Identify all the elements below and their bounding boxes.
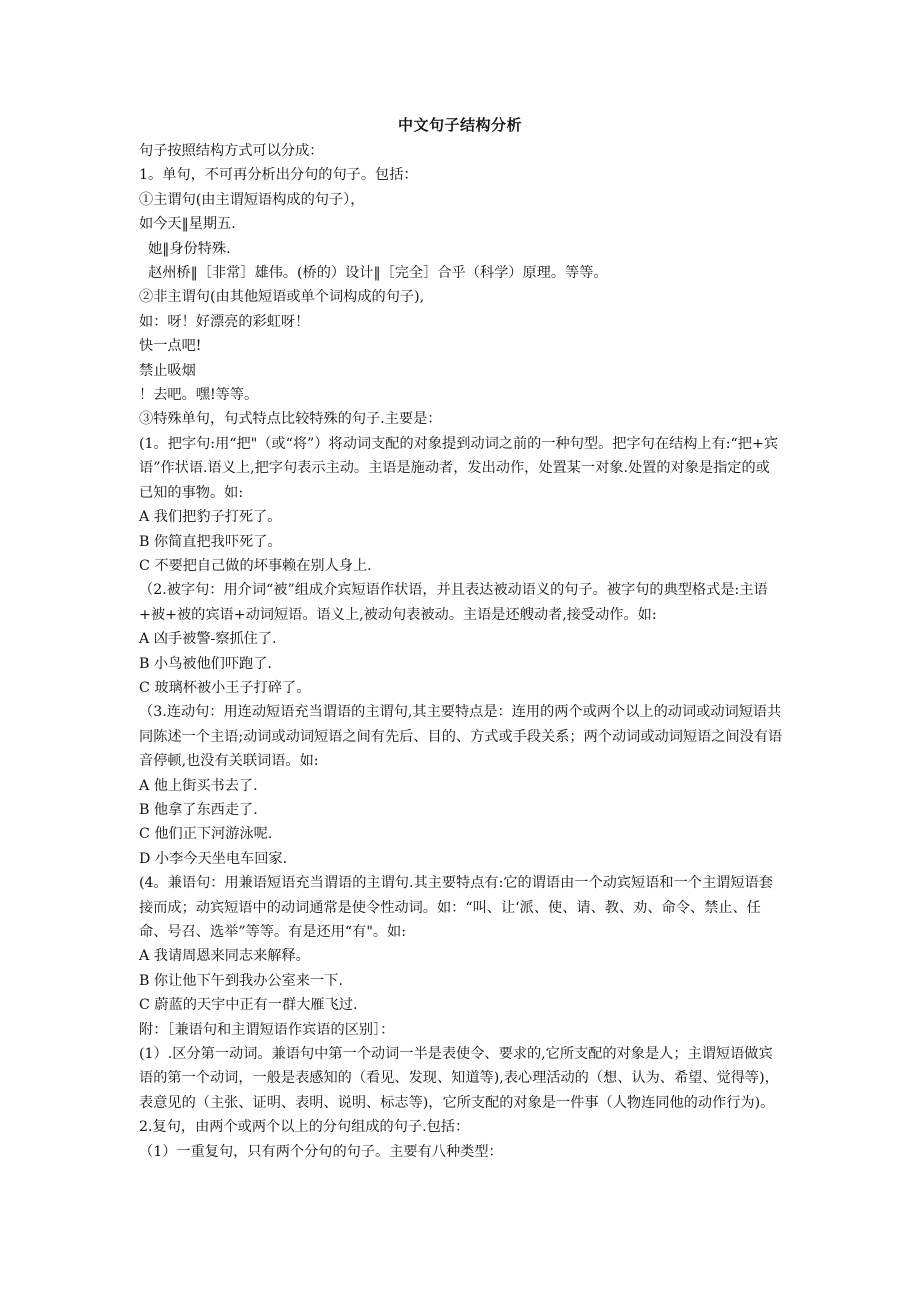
paragraph: C 蔚蓝的天宇中正有一群大雁飞过. <box>139 997 358 1014</box>
paragraph: （2.被字句：用介词“被”组成介宾短语作状语，并且表达被动语义的句子。被字句的典型格式是:主语+被+被的宾语+动词短语。语义上,被动句表被动。主语是还艘动者,接受动作。如: <box>139 582 768 623</box>
paragraph: 附：［兼语句和主谓短语作宾语的区别］： <box>139 1021 395 1038</box>
document-body <box>139 139 783 1164</box>
paragraph: ②非主谓句(由其他短语或单个词构成的句子), <box>139 289 425 306</box>
paragraph: 句子按照结构方式可以分成： <box>139 143 324 159</box>
paragraph: 赵州桥‖［非常］雄伟。(桥的）设计‖［完全］合乎（科学）原理。等等。 <box>139 265 608 282</box>
paragraph: ①主谓句(由主谓短语构成的句子）， <box>139 191 365 208</box>
paragraph: （3.连动句：用连动短语充当谓语的主谓句,其主要特点是：连用的两个或两个以上的动词或动词短语共同陈述一个主语;动词或动词短语之间有先后、目的、方式或手段关系；两个动词或动词短语之间没有语音停顿,也没有关联词语。如: <box>139 704 783 770</box>
paragraph: A 凶手被警-察抓住了. <box>139 631 277 648</box>
document-title: 中文句子结构分析 <box>397 116 522 134</box>
paragraph: 1。单句，不可再分析出分句的句子。包括： <box>139 167 418 184</box>
paragraph: B 你让他下午到我办公室来一下. <box>139 972 343 989</box>
paragraph: (1）.区分第一动词。兼语句中第一个动词一半是表使令、要求的,它所支配的对象是人；主谓短语做宾语的第一个动词，一般是表感知的（看见、发现、知道等),表心理活动的（想、认为、希望、觉得等)，表意见的（主张、证明、表明、说明、标志等)，它所支配的对象是一件事（人物连同他的动作行为)。 <box>139 1046 779 1111</box>
paragraph: （1）一重复句，只有两个分句的句子。主要有八种类型： <box>139 1143 503 1160</box>
paragraph: C 不要把自己做的坏事赖在别人身上. <box>139 557 372 574</box>
paragraph: A 我们把豹子打死了。 <box>139 509 282 526</box>
paragraph: A 我请周恩来同志来解释。 <box>139 948 310 965</box>
paragraph: C 他们正下河游泳呢. <box>139 826 273 843</box>
paragraph: ③特殊单句，句式特点比较特殊的句子.主要是： <box>139 411 442 428</box>
paragraph: (1。把字句:用“把"（或“将”）将动词支配的对象提到动词之前的一种句型。把字句在结构上有:“把+宾语”作状语.语义上,把字句表示主动。主语是施动者，发出动作，处置某一对象.处置的对象是指定的或已知的事物。如: <box>139 435 779 501</box>
paragraph: B 他拿了东西走了. <box>139 801 258 818</box>
paragraph: 快一点吧! <box>139 338 202 355</box>
paragraph: (4。兼语句：用兼语短语充当谓语的主谓句.其主要特点有:它的谓语由一个动宾短语和一个主谓短语套接而成；动宾短语中的动词通常是使令性动词。如：“叫、让‘派、使、请、教、劝、命令、禁止、任命、号召、选举”等等。有是还用“有"。如: <box>139 875 773 940</box>
paragraph: A 他上街买书去了. <box>139 777 258 794</box>
paragraph: B 你简直把我吓死了。 <box>139 533 282 550</box>
paragraph: 如今天‖星期五. <box>139 216 236 233</box>
paragraph: 如：呀！好漂亮的彩虹呀！ <box>139 313 310 330</box>
paragraph: C 玻璃杯被小王子打碎了。 <box>139 679 311 696</box>
paragraph: B 小鸟被他们吓跑了. <box>139 655 272 672</box>
paragraph: D 小李今天坐电车回家. <box>139 850 288 867</box>
paragraph: ！去吧。嘿!等等。 <box>139 387 259 404</box>
paragraph: 她‖身份特殊. <box>139 240 231 257</box>
paragraph: 禁止吸烟 <box>139 362 196 379</box>
paragraph: 2.复句，由两个或两个以上的分句组成的句子.包括： <box>139 1119 470 1136</box>
